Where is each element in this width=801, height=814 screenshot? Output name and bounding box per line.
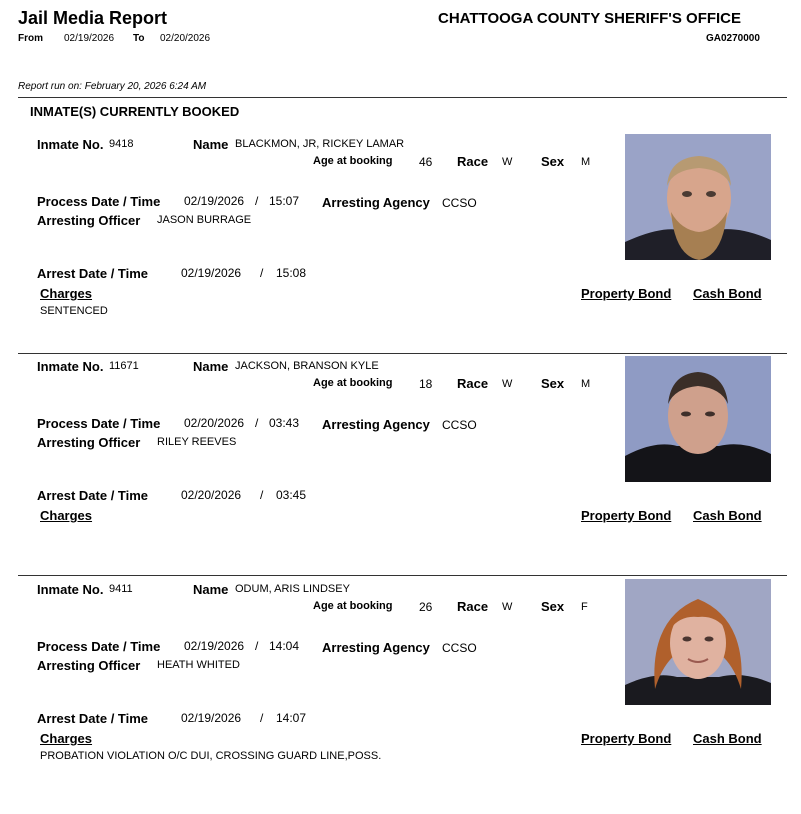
- mugshot-photo: [625, 356, 771, 482]
- race-value: W: [502, 156, 513, 168]
- report-title: Jail Media Report: [18, 8, 168, 28]
- charges-label: Charges: [40, 731, 93, 746]
- inmate-record-3: [0, 575, 801, 795]
- to-label: To: [133, 33, 145, 44]
- sex-value: M: [581, 156, 591, 168]
- process-time: 14:04: [269, 639, 300, 653]
- officer-value: JASON BURRAGE: [157, 214, 252, 226]
- name-value: BLACKMON, JR, RICKEY LAMAR: [235, 138, 405, 150]
- inmate-no-value: 9418: [109, 138, 134, 150]
- agency-value: CCSO: [442, 418, 477, 432]
- name-value: ODUM, ARIS LINDSEY: [235, 583, 350, 595]
- name-value: JACKSON, BRANSON KYLE: [235, 360, 379, 372]
- age-value: 46: [419, 155, 433, 169]
- inmate-no-value: 11671: [109, 360, 139, 372]
- arrest-date: 02/19/2026: [181, 711, 242, 725]
- process-label: Process Date / Time: [37, 416, 161, 431]
- sex-label: Sex: [541, 376, 565, 391]
- process-time: 15:07: [269, 194, 300, 208]
- arrest-time: 14:07: [276, 711, 307, 725]
- mugshot-photo: [625, 134, 771, 260]
- agency-label: Arresting Agency: [322, 640, 430, 655]
- process-slash: /: [255, 639, 259, 653]
- property-bond-label: Property Bond: [581, 731, 672, 746]
- agency-value: CCSO: [442, 641, 477, 655]
- cash-bond-label: Cash Bond: [693, 286, 762, 301]
- arrest-time: 03:45: [276, 488, 307, 502]
- agency-value: CCSO: [442, 196, 477, 210]
- inmate-no-label: Inmate No.: [37, 582, 104, 597]
- report-run-on: Report run on: February 20, 2026 6:24 AM: [18, 81, 207, 92]
- name-label: Name: [193, 359, 229, 374]
- officer-value: RILEY REEVES: [157, 436, 237, 448]
- mugshot-photo: [625, 579, 771, 705]
- section-title: INMATE(S) CURRENTLY BOOKED: [30, 104, 240, 119]
- officer-label: Arresting Officer: [37, 435, 141, 450]
- process-time: 03:43: [269, 416, 300, 430]
- cash-bond-label: Cash Bond: [693, 508, 762, 523]
- property-bond-label: Property Bond: [581, 286, 672, 301]
- age-label: Age at booking: [313, 377, 393, 389]
- charges-value: PROBATION VIOLATION O/C DUI, CROSSING GUARD LINE,POSS.: [40, 750, 382, 762]
- race-value: W: [502, 601, 513, 613]
- charges-label: Charges: [40, 286, 93, 301]
- race-value: W: [502, 378, 513, 390]
- office-name: CHATTOOGA COUNTY SHERIFF'S OFFICE: [438, 10, 742, 27]
- arrest-slash: /: [260, 488, 264, 502]
- process-slash: /: [255, 416, 259, 430]
- officer-label: Arresting Officer: [37, 658, 141, 673]
- age-label: Age at booking: [313, 155, 393, 167]
- inmate-record-1: [0, 130, 801, 350]
- arrest-slash: /: [260, 266, 264, 280]
- cash-bond-label: Cash Bond: [693, 731, 762, 746]
- inmate-record-2: [0, 352, 801, 572]
- race-label: Race: [457, 599, 489, 614]
- officer-label: Arresting Officer: [37, 213, 141, 228]
- name-label: Name: [193, 582, 229, 597]
- sex-value: M: [581, 378, 591, 390]
- sex-label: Sex: [541, 154, 565, 169]
- arrest-date: 02/20/2026: [181, 488, 242, 502]
- sex-label: Sex: [541, 599, 565, 614]
- inmate-no-label: Inmate No.: [37, 137, 104, 152]
- agency-label: Arresting Agency: [322, 417, 430, 432]
- age-value: 26: [419, 600, 433, 614]
- arrest-label: Arrest Date / Time: [37, 266, 149, 281]
- race-label: Race: [457, 376, 489, 391]
- charges-label: Charges: [40, 508, 93, 523]
- name-label: Name: [193, 137, 229, 152]
- arrest-slash: /: [260, 711, 264, 725]
- sex-value: F: [581, 601, 588, 613]
- header-divider: [18, 97, 787, 98]
- process-date: 02/20/2026: [184, 416, 245, 430]
- from-label: From: [18, 33, 43, 44]
- process-label: Process Date / Time: [37, 194, 161, 209]
- race-label: Race: [457, 154, 489, 169]
- agency-label: Arresting Agency: [322, 195, 430, 210]
- inmate-no-label: Inmate No.: [37, 359, 104, 374]
- age-label: Age at booking: [313, 600, 393, 612]
- property-bond-label: Property Bond: [581, 508, 672, 523]
- ori-number: GA0270000: [706, 33, 760, 44]
- arrest-time: 15:08: [276, 266, 307, 280]
- process-slash: /: [255, 194, 259, 208]
- to-date: 02/20/2026: [160, 33, 211, 44]
- arrest-label: Arrest Date / Time: [37, 711, 149, 726]
- inmate-no-value: 9411: [109, 583, 133, 595]
- process-date: 02/19/2026: [184, 639, 245, 653]
- from-date: 02/19/2026: [64, 33, 115, 44]
- age-value: 18: [419, 377, 433, 391]
- process-label: Process Date / Time: [37, 639, 161, 654]
- arrest-date: 02/19/2026: [181, 266, 242, 280]
- officer-value: HEATH WHITED: [157, 659, 240, 671]
- charges-value: SENTENCED: [40, 305, 108, 317]
- arrest-label: Arrest Date / Time: [37, 488, 149, 503]
- process-date: 02/19/2026: [184, 194, 245, 208]
